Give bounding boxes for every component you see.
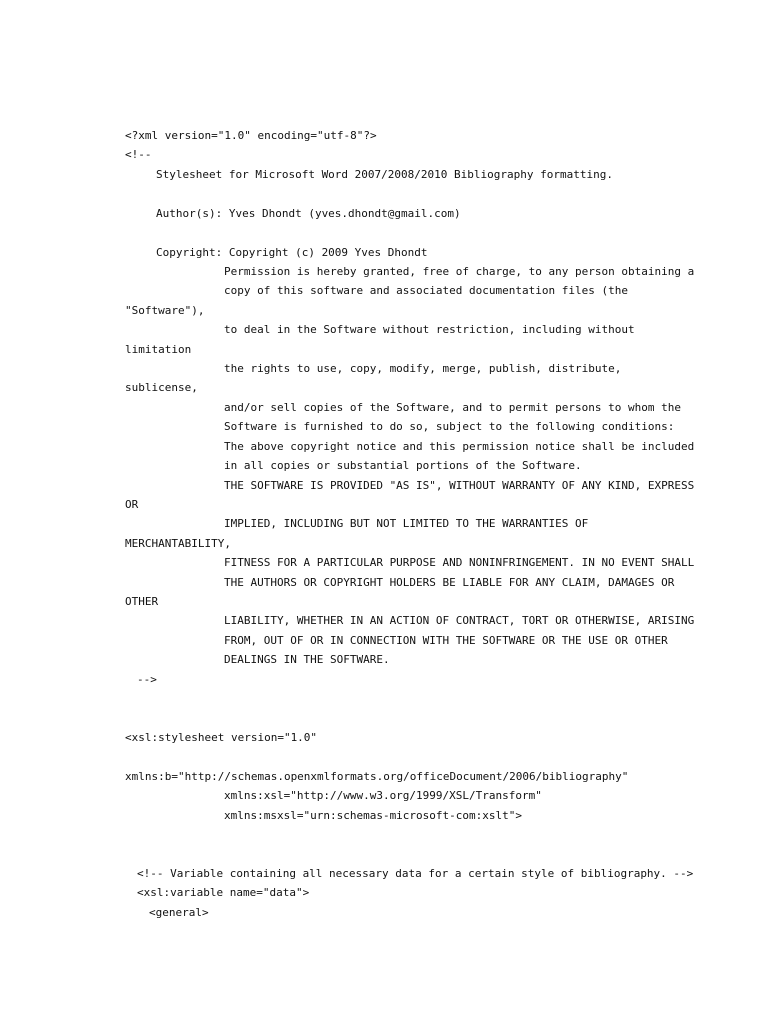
comment-line: FROM, OUT OF OR IN CONNECTION WITH THE SOFTWARE OR THE USE OR OTHER xyxy=(224,634,668,647)
comment-line: in all copies or substantial portions of the Software. xyxy=(224,459,582,472)
general-open-line: <general> xyxy=(149,906,209,919)
comment-line: copy of this software and associated documentation files (the xyxy=(224,284,628,297)
comment-close-line: --> xyxy=(137,673,157,686)
comment-line: the rights to use, copy, modify, merge, publish, distribute, xyxy=(224,362,622,375)
comment-line: Permission is hereby granted, free of charge, to any person obtaining a xyxy=(224,265,695,278)
comment-line: THE SOFTWARE IS PROVIDED "AS IS", WITHOUT WARRANTY OF ANY KIND, EXPRESS xyxy=(224,479,695,492)
comment-line: sublicense, xyxy=(125,381,198,394)
variable-comment-line: <!-- Variable containing all necessary data for a certain style of bibliography. --> xyxy=(137,867,694,880)
comment-line: and/or sell copies of the Software, and to permit persons to whom the xyxy=(224,401,681,414)
comment-line: LIABILITY, WHETHER IN AN ACTION OF CONTRACT, TORT OR OTHERWISE, ARISING xyxy=(224,614,695,627)
namespace-line: xmlns:xsl="http://www.w3.org/1999/XSL/Transform" xyxy=(224,789,542,802)
comment-line: to deal in the Software without restriction, including without xyxy=(224,323,635,336)
comment-line: IMPLIED, INCLUDING BUT NOT LIMITED TO THE WARRANTIES OF xyxy=(224,517,589,530)
comment-line: Stylesheet for Microsoft Word 2007/2008/2010 Bibliography formatting. xyxy=(156,168,613,181)
comment-line: FITNESS FOR A PARTICULAR PURPOSE AND NONINFRINGEMENT. IN NO EVENT SHALL xyxy=(224,556,695,569)
comment-line: OR xyxy=(125,498,139,511)
comment-line: "Software"), xyxy=(125,304,205,317)
comment-line: OTHER xyxy=(125,595,159,608)
comment-line: limitation xyxy=(125,343,192,356)
comment-line: Author(s): Yves Dhondt (yves.dhondt@gmail.com) xyxy=(156,207,461,220)
namespace-line: xmlns:b="http://schemas.openxmlformats.org/officeDocument/2006/bibliography" xyxy=(125,770,629,783)
comment-line: The above copyright notice and this permission notice shall be included xyxy=(224,440,695,453)
comment-open-line: <!-- xyxy=(125,148,152,161)
comment-line: Copyright: Copyright (c) 2009 Yves Dhondt xyxy=(156,246,428,259)
comment-line: DEALINGS IN THE SOFTWARE. xyxy=(224,653,390,666)
namespace-line: xmlns:msxsl="urn:schemas-microsoft-com:xslt"> xyxy=(224,809,523,822)
xml-declaration-line: <?xml version="1.0" encoding="utf-8"?> xyxy=(125,129,377,142)
comment-line: Software is furnished to do so, subject to the following conditions: xyxy=(224,420,675,433)
variable-open-line: <xsl:variable name="data"> xyxy=(137,886,310,899)
comment-line: MERCHANTABILITY, xyxy=(125,537,231,550)
stylesheet-open-line: <xsl:stylesheet version="1.0" xyxy=(125,731,318,744)
comment-line: THE AUTHORS OR COPYRIGHT HOLDERS BE LIABLE FOR ANY CLAIM, DAMAGES OR xyxy=(224,576,675,589)
